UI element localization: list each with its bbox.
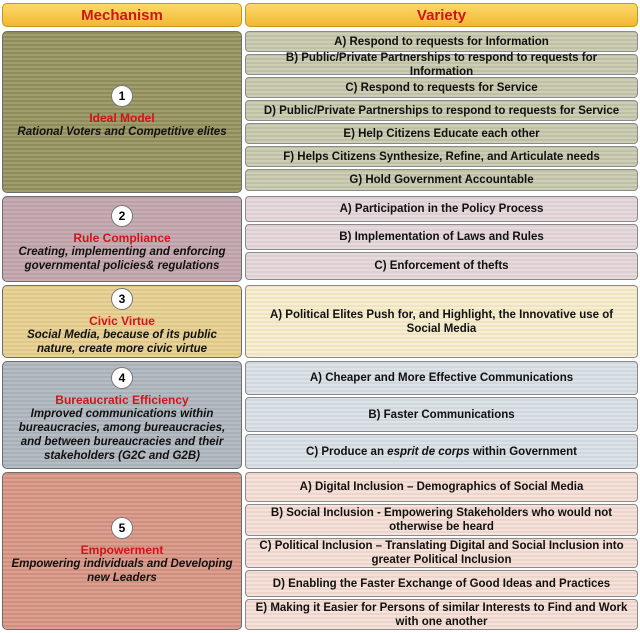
variety-item: A) Cheaper and More Effective Communications (245, 361, 638, 395)
variety-header: Variety (245, 3, 638, 27)
mechanism-empowerment (2, 472, 242, 630)
mechanism-civic-virtue (2, 285, 242, 358)
mechanism-title: Rule Compliance (73, 231, 171, 245)
mechanism-bureaucratic-efficiency (2, 361, 242, 469)
variety-item: C) Political Inclusion – Translating Digital and Social Inclusion into greater Political Inclusion (245, 538, 638, 568)
mechanism-title: Bureaucratic Efficiency (55, 393, 189, 407)
mechanism-title: Ideal Model (89, 111, 155, 125)
variety-item (245, 434, 638, 469)
variety-item: D) Enabling the Faster Exchange of Good Ideas and Practices (245, 570, 638, 597)
mechanism-description: Creating, implementing and enforcing governmental policies& regulations (18, 246, 226, 272)
mechanism-title: Civic Virtue (89, 313, 155, 328)
number-badge: 2 (111, 205, 133, 227)
variety-item: B) Implementation of Laws and Rules (245, 224, 638, 250)
mechanism-header: Mechanism (2, 3, 242, 27)
variety-item: A) Participation in the Policy Process (245, 196, 638, 222)
number-badge: 4 (111, 367, 133, 389)
mechanism-description: Empowering individuals and Developing new Leaders (11, 558, 233, 584)
variety-item: E) Help Citizens Educate each other (245, 123, 638, 144)
variety-item: B) Faster Communications (245, 397, 638, 432)
mechanism-description: Improved communications within bureaucracies, among bureaucracies, and between bureaucracies and their stakeholders (G2C and G2B) (18, 408, 226, 462)
number-badge: 3 (111, 288, 133, 310)
variety-item: C) Respond to requests for Service (245, 77, 638, 98)
variety-item: A) Political Elites Push for, and Highlight, the Innovative use of Social Media (245, 285, 638, 358)
variety-item: B) Social Inclusion - Empowering Stakeholders who would not otherwise be heard (245, 504, 638, 536)
mechanism-rule-compliance (2, 196, 242, 282)
mechanism-description: Social Media, because of its public nature, create more civic virtue (27, 328, 217, 355)
variety-item: D) Public/Private Partnerships to respond to requests for Service (245, 100, 638, 121)
variety-item: A) Respond to requests for Information (245, 31, 638, 52)
number-badge: 5 (111, 517, 133, 539)
mechanism-description: Rational Voters and Competitive elites (17, 126, 227, 138)
variety-item: B) Public/Private Partnerships to respond to requests for Information (245, 54, 638, 75)
variety-item: C) Enforcement of thefts (245, 252, 638, 280)
number-badge: 1 (111, 85, 133, 107)
variety-text: C) Produce an esprit de corps within Government (306, 445, 577, 458)
variety-item: E) Making it Easier for Persons of similar Interests to Find and Work with one another (245, 599, 638, 630)
variety-item: A) Digital Inclusion – Demographics of Social Media (245, 472, 638, 502)
mechanism-ideal-model (2, 31, 242, 193)
variety-item: F) Helps Citizens Synthesize, Refine, and Articulate needs (245, 146, 638, 167)
mechanism-title: Empowerment (80, 543, 164, 557)
variety-item: G) Hold Government Accountable (245, 169, 638, 191)
